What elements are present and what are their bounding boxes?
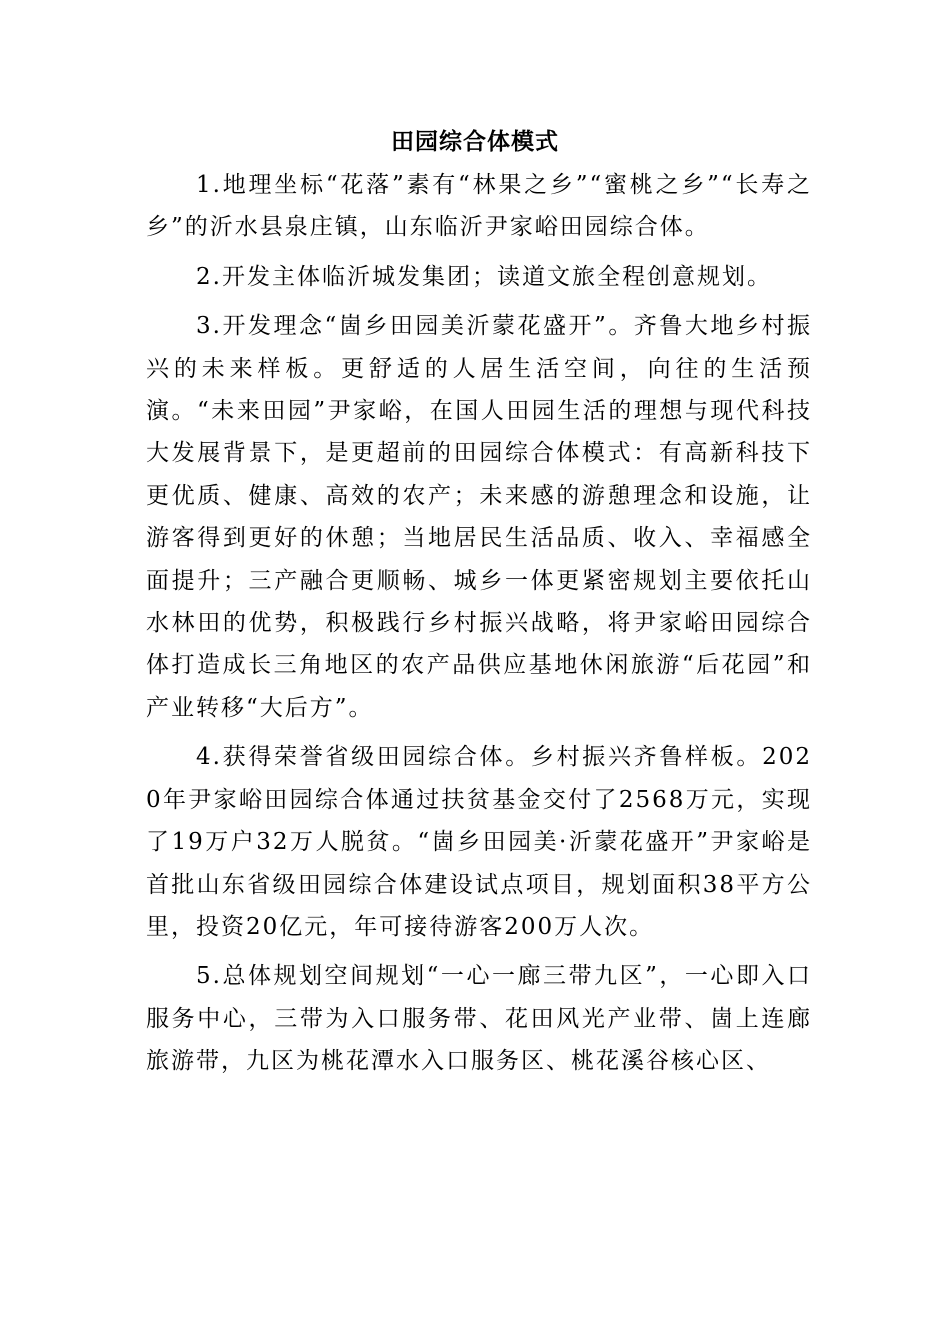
- document-title: 田园综合体模式: [391, 128, 559, 155]
- paragraph-5: 5.总体规划空间规划“一心一廊三带九区”，一心即入口服务中心，三带为入口服务带、花田风光产业带、崮上连廊旅游带，九区为桃花潭水入口服务区、桃花溪谷核心区、: [146, 963, 812, 1075]
- document-body: [146, 164, 812, 1083]
- paragraph-4: 4.获得荣誉省级田园综合体。乡村振兴齐鲁样板。2020年尹家峪田园综合体通过扶贫基金交付了2568万元，实现了19万户32万人脱贫。“崮乡田园美·沂蒙花盛开”尹家峪是首批山东省级田园综合体建设试点项目，规划面积38平方公里，投资20亿元，年可接待游客200万人次。: [146, 744, 812, 940]
- paragraph-1: 1.地理坐标“花落”素有“林果之乡”“蜜桃之乡”“长寿之乡”的沂水县泉庄镇，山东临沂尹家峪田园综合体。: [146, 172, 812, 241]
- paragraph-2: 2.开发主体临沂城发集团；读道文旅全程创意规划。: [196, 263, 772, 290]
- paragraph-3: 3.开发理念“崮乡田园美沂蒙花盛开”。齐鲁大地乡村振兴的未来样板。更舒适的人居生活空间，向往的生活预演。“未来田园”尹家峪，在国人田园生活的理想与现代科技大发展背景下，是更超前的田园综合体模式：有高新科技下更优质、健康、高效的农产；未来感的游憩理念和设施，让游客得到更好的休憩；当地居民生活品质、收入、幸福感全面提升；三产融合更顺畅、城乡一体更紧密规划主要依托山水林田的优势，积极践行乡村振兴战略，将尹家峪田园综合体打造成长三角地区的农产品供应基地休闲旅游“后花园”和产业转移“大后方”。: [146, 313, 812, 721]
